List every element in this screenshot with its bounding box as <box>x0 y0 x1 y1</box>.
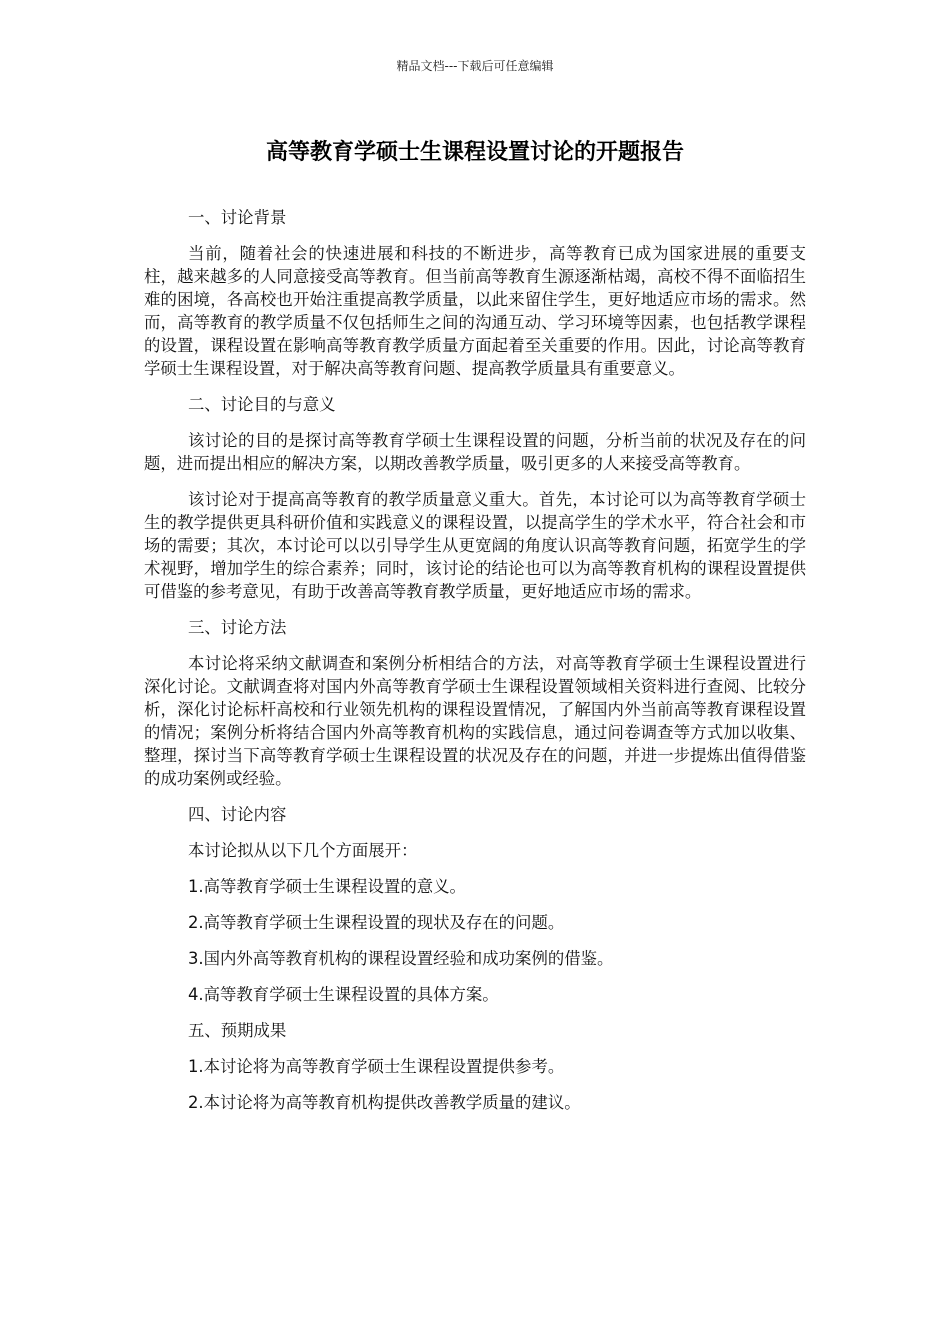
section-heading-method: 三、讨论方法 <box>188 618 287 637</box>
section-heading-outcomes: 五、预期成果 <box>188 1021 287 1040</box>
content-list-item: 1.高等教育学硕士生课程设置的意义。 <box>188 877 466 896</box>
header-note: 精品文档---下载后可任意编辑 <box>396 59 554 73</box>
content-list-item: 3.国内外高等教育机构的课程设置经验和成功案例的借鉴。 <box>188 949 614 968</box>
purpose-paragraph-1: 该讨论的目的是探讨高等教育学硕士生课程设置的问题，分析当前的状况及存在的问题，进而提出相应的解决方案，以期改善教学质量，吸引更多的人来接受高等教育。 <box>144 431 806 473</box>
document-title: 高等教育学硕士生课程设置讨论的开题报告 <box>265 140 684 165</box>
section-heading-purpose: 二、讨论目的与意义 <box>188 395 336 414</box>
content-list-item: 2.高等教育学硕士生课程设置的现状及存在的问题。 <box>188 913 565 932</box>
background-paragraph: 当前，随着社会的快速进展和科技的不断进步，高等教育已成为国家进展的重要支柱，越来越多的人同意接受高等教育。但当前高等教育生源逐渐枯竭，高校不得不面临招生难的困境，各高校也开始注重提高教学质量，以此来留住学生，更好地适应市场的需求。然而，高等教育的教学质量不仅包括师生之间的沟通互动、学习环境等因素，也包括教学课程的设置，课程设置在影响高等教育教学质量方面起着至关重要的作用。因此，讨论高等教育学硕士生课程设置，对于解决高等教育问题、提高教学质量具有重要意义。 <box>144 244 806 378</box>
content-list-item: 4.高等教育学硕士生课程设置的具体方案。 <box>188 985 499 1004</box>
method-paragraph: 本讨论将采纳文献调查和案例分析相结合的方法，对高等教育学硕士生课程设置进行深化讨论。文献调查将对国内外高等教育学硕士生课程设置领域相关资料进行查阅、比较分析，深化讨论标杆高校和行业领先机构的课程设置情况，了解国内外当前高等教育课程设置的情况；案例分析将结合国内外高等教育机构的实践信息，通过问卷调查等方式加以收集、整理，探讨当下高等教育学硕士生课程设置的状况及存在的问题，并进一步提炼出值得借鉴的成功案例或经验。 <box>144 654 806 788</box>
content-intro: 本讨论拟从以下几个方面展开： <box>188 841 418 860</box>
section-heading-content: 四、讨论内容 <box>188 805 287 824</box>
purpose-paragraph-2: 该讨论对于提高高等教育的教学质量意义重大。首先，本讨论可以为高等教育学硕士生的教学提供更具科研价值和实践意义的课程设置，以提高学生的学术水平，符合社会和市场的需要；其次，本讨论可以以引导学生从更宽阔的角度认识高等教育问题，拓宽学生的学术视野，增加学生的综合素养；同时，该讨论的结论也可以为高等教育机构的课程设置提供可借鉴的参考意见，有助于改善高等教育教学质量，更好地适应市场的需求。 <box>144 490 806 601</box>
document-body <box>144 206 806 1127</box>
section-heading-background: 一、讨论背景 <box>188 208 287 227</box>
outcome-list-item: 2.本讨论将为高等教育机构提供改善教学质量的建议。 <box>188 1093 581 1112</box>
outcome-list-item: 1.本讨论将为高等教育学硕士生课程设置提供参考。 <box>188 1057 565 1076</box>
